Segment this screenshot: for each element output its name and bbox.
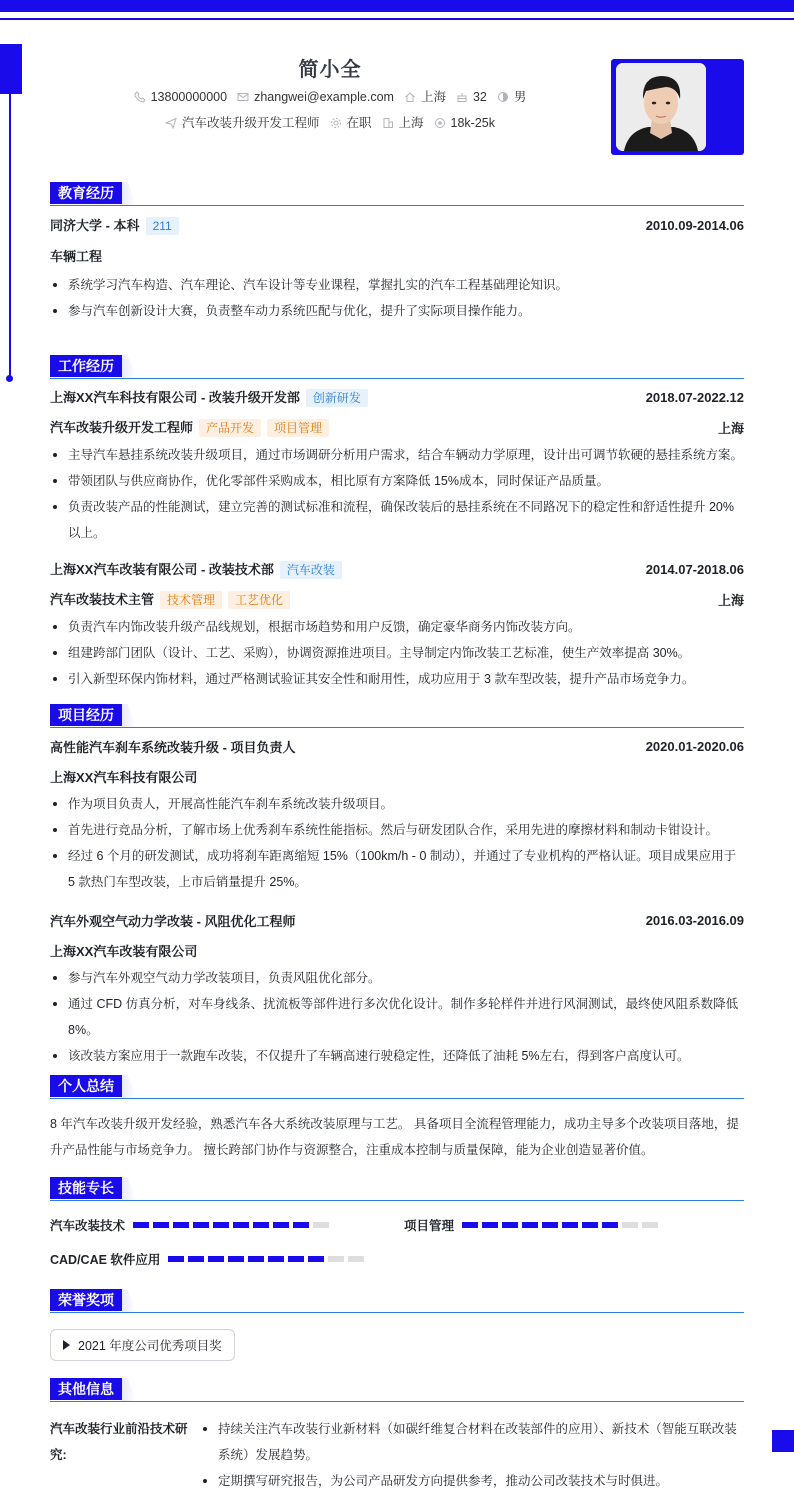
position-name: 汽车改装升级开发工程师 (50, 420, 194, 435)
work-date: 2014.07-2018.06 (645, 561, 744, 577)
building-icon (382, 117, 394, 129)
skill-segment-filled (213, 1222, 229, 1228)
skill-segment-filled (522, 1222, 538, 1228)
avatar (616, 63, 706, 151)
top-accent-bar (0, 0, 794, 12)
side-accent-dot (6, 375, 13, 382)
skill-segment-filled (208, 1256, 224, 1262)
salary-text: 18k-25k (450, 116, 496, 130)
project-name: 高性能汽车刹车系统改装升级 - 项目负责人 (50, 739, 296, 755)
job-intent-row (50, 110, 610, 136)
work-item (50, 554, 744, 692)
list-item: 首先进行竞品分析，了解市场上优秀刹车系统性能指标。然后与研发团队合作，采用先进的摩擦材料和制动卡钳设计。 (50, 817, 744, 843)
work-section (50, 355, 744, 692)
project-name: 汽车外观空气动力学改装 - 风阻优化工程师 (50, 913, 296, 929)
list-item: 作为项目负责人，开展高性能汽车刹车系统改装升级项目。 (50, 791, 744, 817)
section-tag-tail (122, 182, 136, 205)
skill-item (50, 1249, 368, 1269)
phone-item (134, 84, 227, 110)
skill-item (50, 1215, 333, 1235)
status-item (330, 110, 372, 136)
skill-segment-filled (562, 1222, 578, 1228)
project-company: 上海XX汽车改装有限公司 (50, 943, 198, 959)
project-company-row (50, 935, 744, 965)
major: 车辆工程 (50, 248, 103, 264)
skill-segment-filled (173, 1222, 189, 1228)
target-city-item (382, 110, 424, 136)
other-label: 汽车改装行业前沿技术研究: (50, 1422, 188, 1462)
school-name: 同济大学 - 本科 (50, 218, 140, 233)
right-accent-block (772, 1430, 794, 1452)
skill-segment-filled (582, 1222, 598, 1228)
skills-header (50, 1177, 744, 1201)
work-company-row (50, 554, 744, 584)
skill-tag: 工艺优化 (228, 591, 290, 609)
honors-header (50, 1289, 744, 1313)
gear-icon (330, 117, 342, 129)
skill-level-bar (168, 1256, 368, 1262)
position-name: 汽车改装技术主管 (50, 592, 155, 607)
work-header (50, 355, 744, 379)
honors-section (50, 1289, 744, 1361)
age-item (456, 84, 487, 110)
list-item: 引入新型环保内饰材料，通过严格测试验证其安全性和耐用性，成功应用于 3 款车型改装，提升产品市场竞争力。 (50, 666, 744, 692)
section-title: 个人总结 (50, 1075, 122, 1097)
skill-segment-empty (622, 1222, 638, 1228)
list-item: 参与汽车外观空气动力学改装项目，负责风阻优化部分。 (50, 965, 744, 991)
section-title: 工作经历 (50, 355, 122, 377)
skill-segment-filled (233, 1222, 249, 1228)
skill-segment-filled (193, 1222, 209, 1228)
project-item (50, 905, 744, 1069)
skill-segment-filled (168, 1256, 184, 1262)
job-target-item (165, 110, 320, 136)
skill-level-bar (462, 1222, 662, 1228)
skills-grid (50, 1201, 744, 1291)
skill-segment-filled (542, 1222, 558, 1228)
award-text: 2021 年度公司优秀项目奖 (78, 1339, 222, 1353)
email-item (237, 84, 394, 110)
other-item (50, 1416, 744, 1494)
resume-header (50, 56, 610, 136)
top-accent-line (0, 18, 794, 20)
education-header (50, 182, 744, 206)
target-city-text: 上海 (398, 116, 424, 130)
project-title-row (50, 905, 744, 935)
skill-segment-empty (328, 1256, 344, 1262)
projects-header (50, 704, 744, 728)
email-icon (237, 91, 249, 103)
skill-segment-empty (313, 1222, 329, 1228)
projects-section (50, 704, 744, 1069)
skill-segment-filled (228, 1256, 244, 1262)
summary-header (50, 1075, 744, 1099)
list-item: 参与汽车创新设计大赛，负责整车动力系统匹配与优化，提升了实际项目操作能力。 (50, 298, 744, 324)
list-item: 持续关注汽车改装行业新材料（如碳纤维复合材料在改装部件的应用）、新技术（智能互联改装系统）发展趋势。 (200, 1416, 744, 1468)
skill-segment-filled (248, 1256, 264, 1262)
skill-level-bar (133, 1222, 333, 1228)
skill-segment-filled (602, 1222, 618, 1228)
skill-name: 项目管理 (404, 1219, 455, 1233)
work-bullets (50, 442, 744, 546)
gender-item (497, 84, 527, 110)
city-text: 上海 (420, 90, 446, 104)
skill-segment-filled (188, 1256, 204, 1262)
skill-name: CAD/CAE 软件应用 (50, 1253, 161, 1267)
skill-segment-filled (293, 1222, 309, 1228)
company-name: 上海XX汽车改装有限公司 - 改装技术部 (50, 562, 274, 577)
list-item: 负责改装产品的性能测试，建立完善的测试标准和流程，确保改装后的悬挂系统在不同路况下的稳定性和舒适性提升 20%以上。 (50, 494, 744, 546)
list-item: 该改装方案应用于一款跑车改装，不仅提升了车辆高速行驶稳定性，还降低了油耗 5%左右，得到客户高度认可。 (50, 1043, 744, 1069)
age-text: 32 (472, 90, 487, 104)
project-item (50, 731, 744, 895)
other-bullets (200, 1416, 744, 1494)
email-text: zhangwei@example.com (254, 90, 394, 104)
gender-text: 男 (513, 90, 527, 104)
work-location: 上海 (717, 592, 744, 608)
work-position-row (50, 584, 744, 614)
list-item: 主导汽车悬挂系统改装升级项目，通过市场调研分析用户需求，结合车辆动力学原理，设计出可调节软硬的悬挂系统方案。 (50, 442, 744, 468)
skill-segment-filled (253, 1222, 269, 1228)
photo-frame (611, 59, 744, 155)
work-item (50, 382, 744, 546)
section-tag-tail (122, 704, 136, 727)
other-section (50, 1378, 744, 1494)
skill-name: 汽车改装技术 (50, 1219, 126, 1233)
work-position-row (50, 412, 744, 442)
project-bullets (50, 965, 744, 1069)
section-title: 项目经历 (50, 704, 122, 726)
list-item: 带领团队与供应商协作，优化零部件采购成本，相比原有方案降低 15%成本，同时保证产品质量。 (50, 468, 744, 494)
skill-segment-filled (133, 1222, 149, 1228)
list-item: 组建跨部门团队（设计、工艺、采购），协调资源推进项目。主导制定内饰改装工艺标准，使生产效率提高 30%。 (50, 640, 744, 666)
project-company-row (50, 761, 744, 791)
work-bullets (50, 614, 744, 692)
skill-segment-filled (462, 1222, 478, 1228)
education-date: 2010.09-2014.06 (645, 217, 744, 233)
skill-segment-empty (348, 1256, 364, 1262)
project-date: 2016.03-2016.09 (645, 912, 744, 928)
contact-row (50, 84, 610, 110)
education-bullets (50, 272, 744, 324)
candidate-name: 简小全 (298, 59, 362, 81)
skill-segment-filled (482, 1222, 498, 1228)
work-company-row (50, 382, 744, 412)
caret-right-icon (63, 1340, 70, 1350)
major-row (50, 240, 744, 270)
summary-section (50, 1075, 744, 1163)
work-location: 上海 (717, 420, 744, 436)
skill-segment-filled (273, 1222, 289, 1228)
skill-tag: 产品开发 (199, 419, 261, 437)
city-item (404, 84, 446, 110)
send-icon (165, 117, 177, 129)
project-company: 上海XX汽车科技有限公司 (50, 769, 198, 785)
list-item: 通过 CFD 仿真分析，对车身线条、扰流板等部件进行多次优化设计。制作多轮样件并进行风洞测试，最终使风阻系数降低 8%。 (50, 991, 744, 1043)
list-item: 经过 6 个月的研发测试，成功将刹车距离缩短 15%（100km/h - 0 制动），并通过了专业机构的严格认证。项目成果应用于 5 款热门车型改装，上市后销量提升 25%。 (50, 843, 744, 895)
skill-segment-filled (502, 1222, 518, 1228)
status-text: 在职 (346, 116, 372, 130)
project-date: 2020.01-2020.06 (645, 738, 744, 754)
list-item: 负责汽车内饰改装升级产品线规划，根据市场趋势和用户反馈，确定豪华商务内饰改装方向。 (50, 614, 744, 640)
section-tag-tail (122, 355, 136, 378)
list-item: 系统学习汽车构造、汽车理论、汽车设计等专业课程，掌握扎实的汽车工程基础理论知识。 (50, 272, 744, 298)
phone-text: 13800000000 (150, 90, 228, 104)
company-name: 上海XX汽车科技有限公司 - 改装升级开发部 (50, 390, 300, 405)
education-row (50, 210, 744, 240)
cake-icon (456, 91, 468, 103)
work-date: 2018.07-2022.12 (645, 389, 744, 405)
project-bullets (50, 791, 744, 895)
section-title: 其他信息 (50, 1378, 122, 1400)
section-title: 教育经历 (50, 182, 122, 204)
phone-icon (134, 91, 146, 103)
award-item[interactable] (50, 1329, 235, 1361)
coin-icon (434, 117, 446, 129)
skill-segment-filled (288, 1256, 304, 1262)
project-title-row (50, 731, 744, 761)
side-accent-block (0, 44, 22, 94)
salary-item (434, 110, 495, 136)
skill-segment-filled (308, 1256, 324, 1262)
home-icon (404, 91, 416, 103)
skill-segment-filled (268, 1256, 284, 1262)
section-title: 荣誉奖项 (50, 1289, 122, 1311)
other-header (50, 1378, 744, 1402)
school-tag: 211 (146, 217, 179, 235)
summary-text: 8 年汽车改装升级开发经验，熟悉汽车各大系统改装原理与工艺。 具备项目全流程管理能力，成功主导多个改装项目落地，提升产品性能与市场竞争力。 擅长跨部门协作与资源整合，注重成本控制与质量保障，能为企业创造显著价值。 (50, 1117, 739, 1157)
skill-tag: 项目管理 (267, 419, 329, 437)
education-section (50, 182, 744, 324)
job-target-text: 汽车改装升级开发工程师 (181, 116, 320, 130)
section-tag-tail (122, 1378, 136, 1401)
skills-section (50, 1177, 744, 1291)
section-tag-tail (122, 1289, 136, 1312)
list-item: 定期撰写研究报告，为公司产品研发方向提供参考，推动公司改装技术与时俱进。 (200, 1468, 744, 1494)
section-tag-tail (122, 1177, 136, 1200)
skill-tag: 技术管理 (160, 591, 222, 609)
skill-segment-filled (153, 1222, 169, 1228)
skill-item (404, 1215, 662, 1235)
skill-segment-empty (642, 1222, 658, 1228)
side-accent-line (9, 94, 11, 378)
gender-icon (497, 91, 509, 103)
section-tag-tail (122, 1075, 136, 1098)
section-title: 技能专长 (50, 1177, 122, 1199)
company-tag: 创新研发 (306, 389, 368, 407)
company-tag: 汽车改装 (280, 561, 342, 579)
